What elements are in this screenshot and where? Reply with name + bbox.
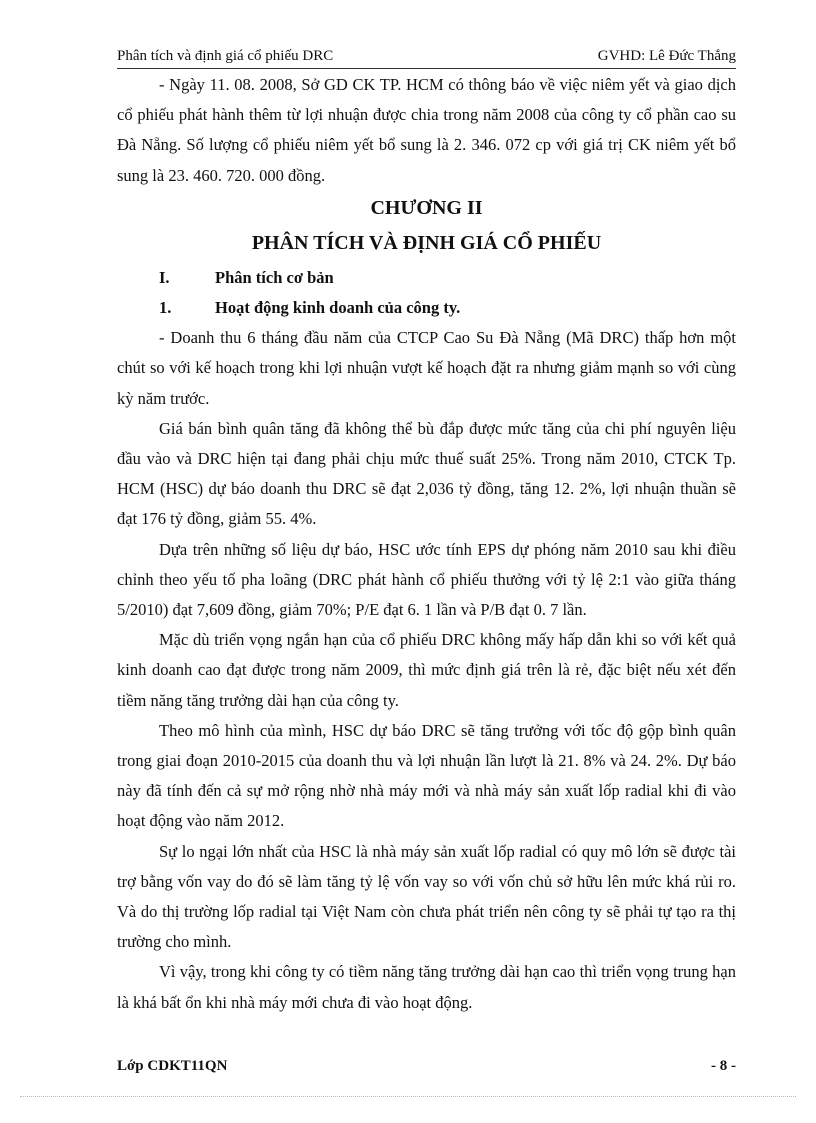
intro-paragraph: - Ngày 11. 08. 2008, Sở GD CK TP. HCM có thông báo về việc niêm yết và giao dịch cổ phiếu phát hành thêm từ lợi nhuận được chia trong năm 2008 của công ty cổ phần cao su Đà Nẵng. Số lượng cổ phiếu niêm yết bổ sung là 2. 346. 072 cp với giá trị CK niêm yết bổ sung là 23. 460. 720. 000 đồng. [117,75,736,185]
page-bottom-divider [20,1096,796,1097]
section-heading-1 [117,263,736,293]
body-paragraph: - Doanh thu 6 tháng đầu năm của CTCP Cao Su Đà Nẵng (Mã DRC) thấp hơn một chút so với kế hoạch trong khi lợi nhuận vượt kế hoạch đặt ra nhưng giảm mạnh so với cùng kỳ năm trước. [117,328,736,408]
chapter-label: CHƯƠNG II [370,196,483,219]
header-supervisor: GVHD: Lê Đức Thắng [597,48,736,64]
page-header [117,48,736,69]
section-title: Phân tích cơ bản [215,267,334,287]
body-paragraph: Sự lo ngại lớn nhất của HSC là nhà máy sản xuất lốp radial có quy mô lớn sẽ được tài trợ bằng vốn vay do đó sẽ làm tăng tỷ lệ vốn vay so với vốn chủ sở hữu lên mức khá rủi ro. Và do thị trường lốp radial tại Việt Nam còn chưa phát triển nên công ty sẽ phải tự tạo ra thị trường cho mình. [117,841,736,952]
header-title: Phân tích và định giá cổ phiếu DRC [117,48,334,64]
section-title: Hoạt động kinh doanh của công ty. [215,298,461,318]
page-content [117,70,736,1018]
page-footer [117,1058,736,1075]
body-paragraph: Mặc dù triển vọng ngắn hạn của cổ phiếu DRC không mấy hấp dẫn khi so với kết quả kinh doanh cao đạt được trong năm 2009, thì mức định giá trên là rẻ, đặc biệt nếu xét đến tiềm năng tăng trưởng dài hạn của công ty. [117,630,736,710]
section-number: I. [159,267,170,287]
body-paragraph: Giá bán bình quân tăng đã không thể bù đắp được mức tăng của chi phí nguyên liệu đầu vào và DRC hiện tại đang phải chịu mức thuế suất 25%. Trong năm 2010, CTCK Tp. HCM (HSC) dự báo doanh thu DRC sẽ đạt 2,036 tỷ đồng, tăng 12. 2%, lợi nhuận thuần sẽ đạt 176 tỷ đồng, giảm 55. 4%. [117,418,736,529]
section-heading-2 [117,293,736,323]
footer-class: Lớp CDKT11QN [117,1058,228,1074]
body-paragraph: Dựa trên những số liệu dự báo, HSC ước tính EPS dự phóng năm 2010 sau khi điều chỉnh theo yếu tố pha loãng (DRC phát hành cổ phiếu thưởng với tỷ lệ 2:1 vào giữa tháng 5/2010) đạt 7,609 đồng, giảm 70%; P/E đạt 6. 1 lần và P/B đạt 0. 7 lần. [117,539,736,620]
section-number: 1. [159,298,172,318]
chapter-title: PHÂN TÍCH VÀ ĐỊNH GIÁ CỔ PHIẾU [251,231,602,254]
body-paragraph: Vì vậy, trong khi công ty có tiềm năng tăng trưởng dài hạn cao thì triển vọng trung hạn là khá bất ổn khi nhà máy mới chưa đi vào hoạt động. [117,962,736,1012]
body-paragraph: Theo mô hình của mình, HSC dự báo DRC sẽ tăng trưởng với tốc độ gộp bình quân trong giai đoạn 2010-2015 của doanh thu và lợi nhuận lần lượt là 21. 8% và 24. 2%. Dự báo này đã tính đến cả sự mở rộng nhờ nhà máy mới và nhà máy sản xuất lốp radial khi đi vào hoạt động vào năm 2012. [117,720,736,831]
page-number: - 8 - [711,1058,736,1074]
